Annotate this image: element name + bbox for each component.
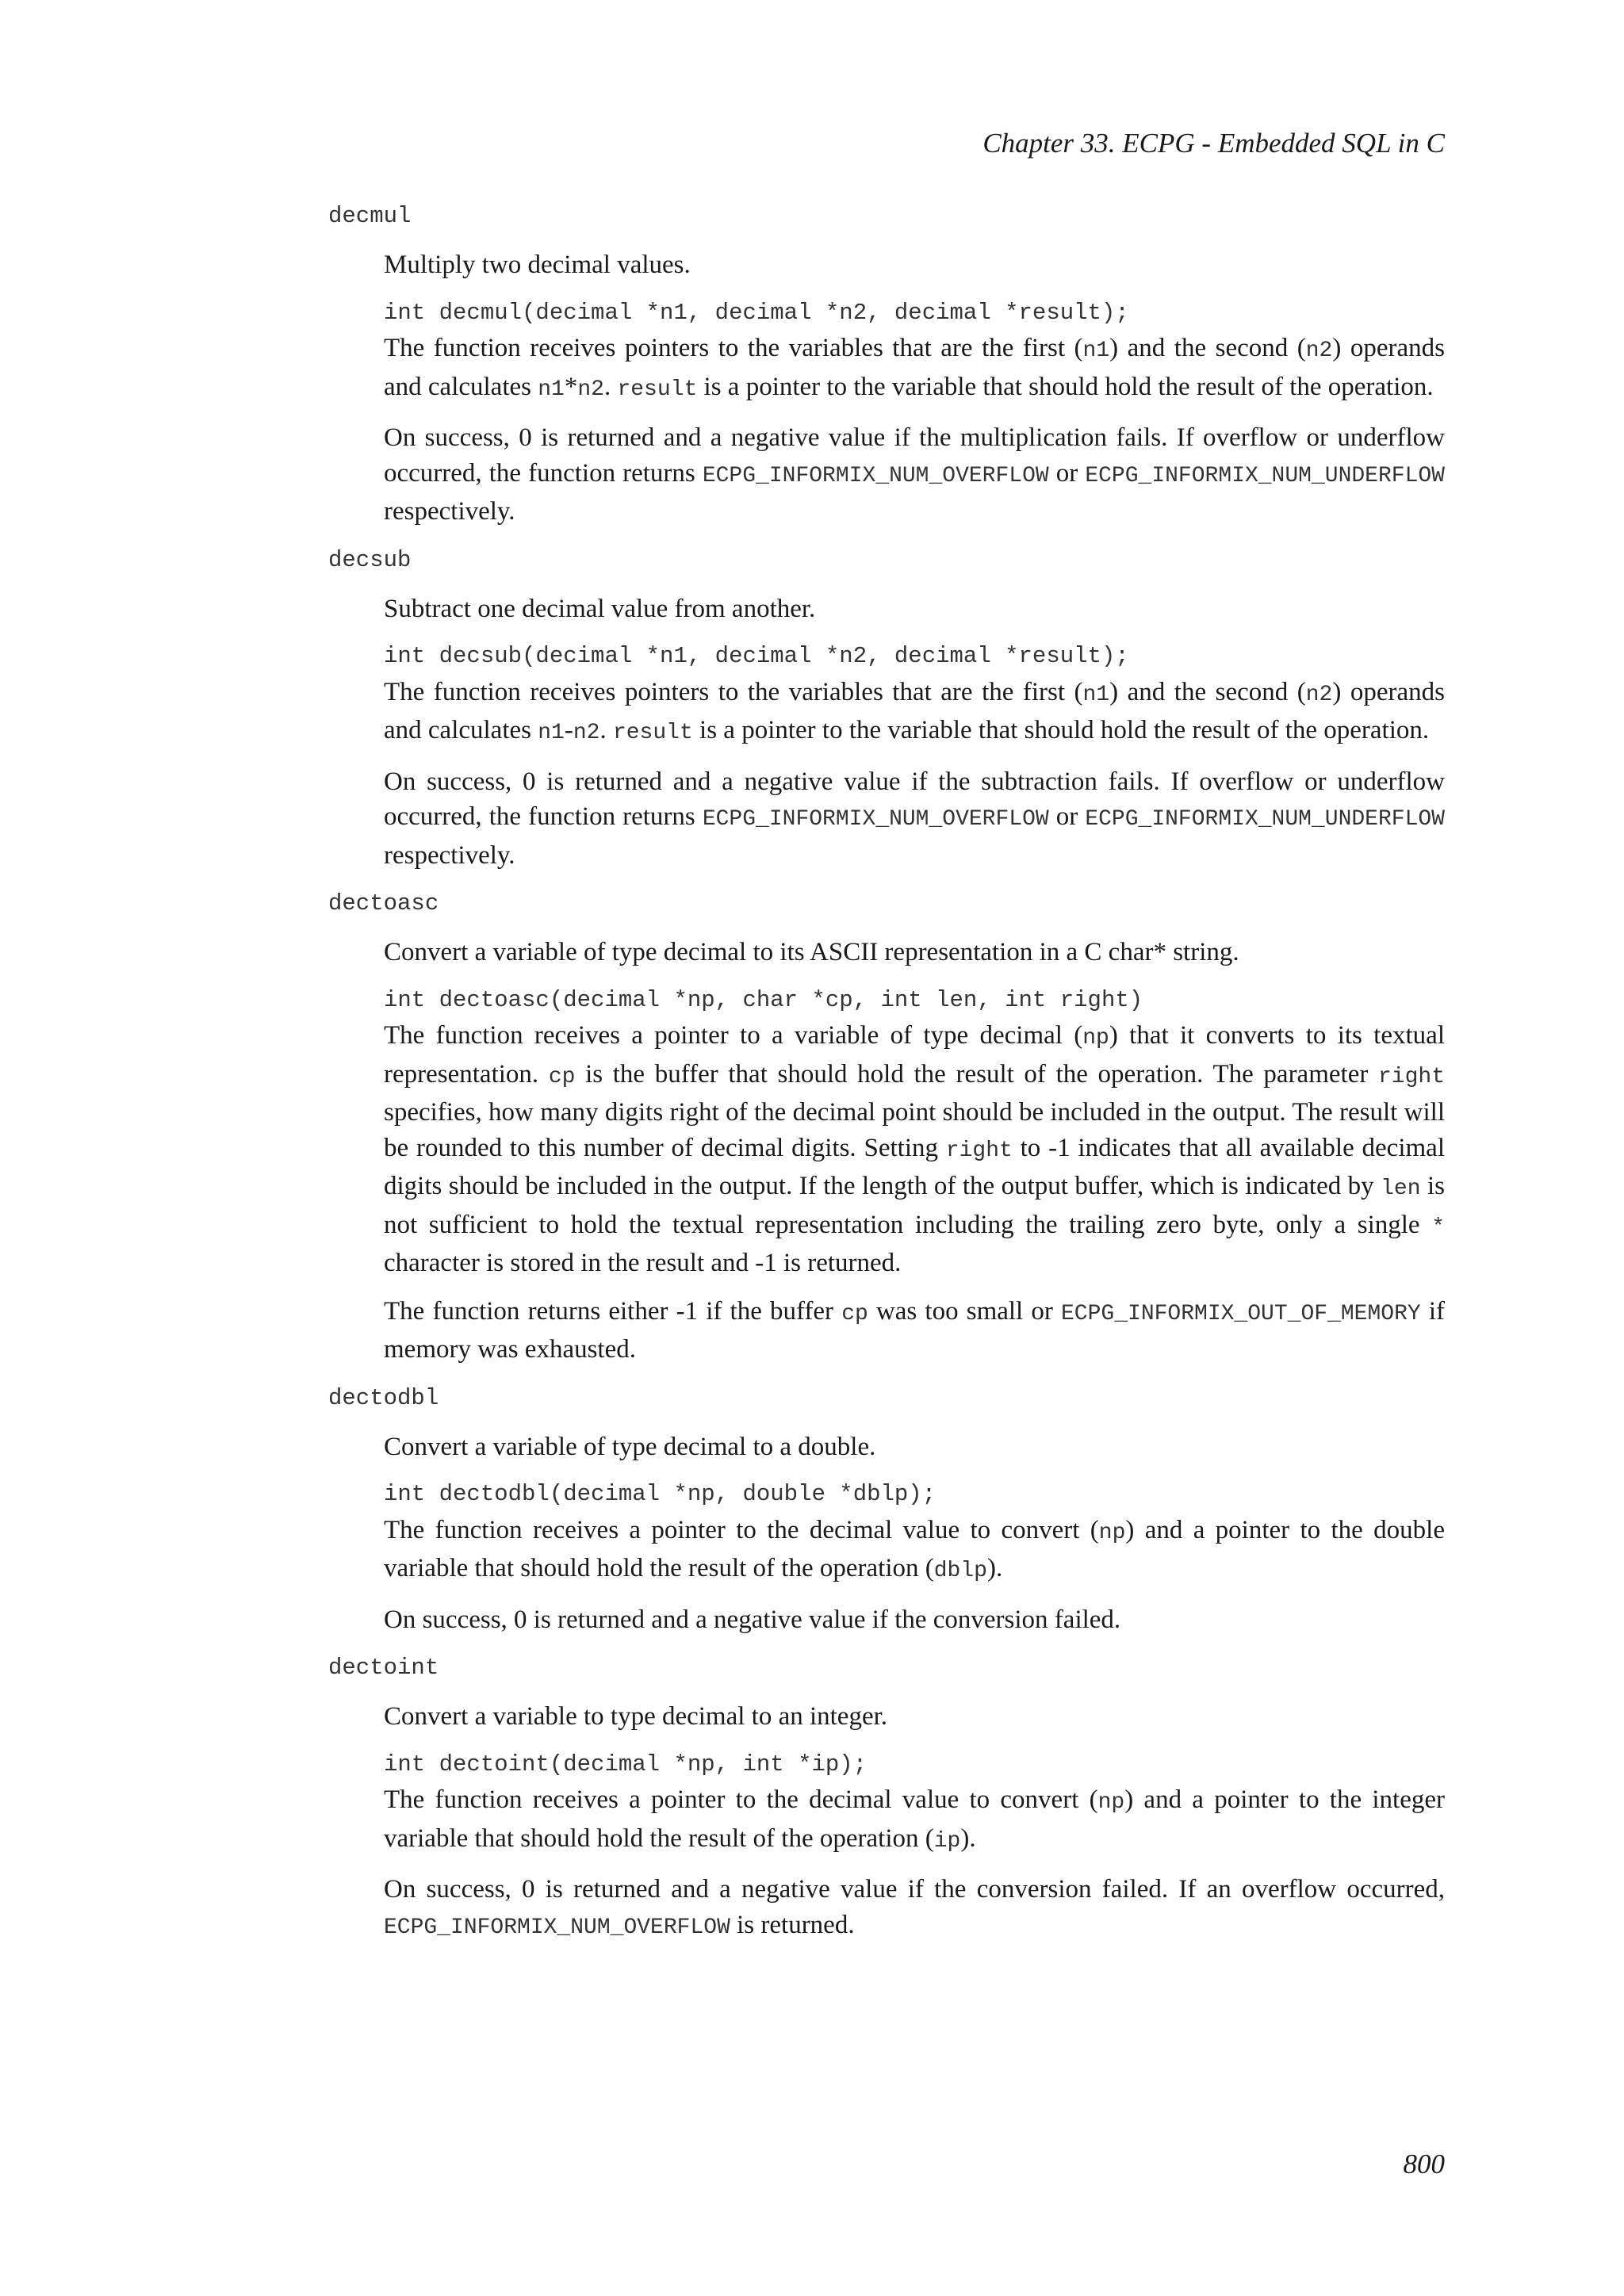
function-summary: Convert a variable to type decimal to an integer.	[384, 1702, 888, 1731]
inline-code: np	[1098, 1520, 1126, 1545]
function-term: decmul	[328, 203, 412, 229]
function-prototype: int dectodbl(decimal *np, double *dblp);	[384, 1481, 936, 1507]
inline-code: result	[617, 377, 698, 402]
inline-code: ip	[933, 1828, 961, 1854]
inline-code: n1	[1082, 339, 1110, 363]
inline-code: right	[945, 1138, 1013, 1163]
function-return-info: On success, 0 is returned and a negative value if the conversion failed. If an overflow occurred, ECPG_INFORMIX_NUM_OVERFLOW is returned.	[384, 1875, 1445, 1940]
function-summary: Convert a variable of type decimal to its ASCII representation in a C char* string.	[384, 938, 1239, 966]
function-description: The function receives a pointer to the decimal value to convert (np) and a pointer to the integer variable that should hold the result of the operation (ip).	[384, 1785, 1445, 1854]
function-body	[384, 1429, 1445, 1638]
function-term: decsub	[328, 546, 412, 573]
inline-code: np	[1097, 1790, 1125, 1815]
function-entry-dectoint	[328, 1650, 1445, 1946]
inline-code: ECPG_INFORMIX_NUM_OVERFLOW	[384, 1915, 730, 1940]
function-description: The function receives pointers to the variables that are the first (n1) and the second (n2) operands and calculates n1-n2. result is a pointer to the variable that should hold the result of the operation.	[384, 677, 1445, 745]
inline-code: np	[1082, 1026, 1109, 1050]
running-header: Chapter 33. ECPG - Embedded SQL in C	[982, 128, 1445, 159]
function-return-info: The function returns either -1 if the buffer cp was too small or ECPG_INFORMIX_OUT_OF_MEMORY if memory was exhausted.	[384, 1296, 1445, 1364]
function-entry-dectodbl	[328, 1380, 1445, 1638]
function-prototype: int decsub(decimal *n1, decimal *n2, decimal *result);	[384, 643, 1129, 669]
inline-code: ECPG_INFORMIX_NUM_UNDERFLOW	[1085, 463, 1445, 488]
function-list	[328, 198, 1445, 1958]
inline-code: cp	[841, 1301, 868, 1326]
inline-code: ECPG_INFORMIX_NUM_OVERFLOW	[702, 463, 1049, 488]
inline-code: n1	[538, 377, 565, 402]
function-prototype: int decmul(decimal *n1, decimal *n2, decimal *result);	[384, 299, 1129, 326]
inline-code: ECPG_INFORMIX_NUM_OVERFLOW	[702, 807, 1049, 832]
function-return-info: On success, 0 is returned and a negative value if the conversion failed.	[384, 1605, 1121, 1634]
function-body	[384, 1699, 1445, 1946]
function-body	[384, 591, 1445, 874]
function-term: dectoint	[328, 1655, 439, 1681]
inline-code: ECPG_INFORMIX_OUT_OF_MEMORY	[1061, 1301, 1421, 1326]
inline-code: cp	[548, 1064, 576, 1089]
function-description: The function receives a pointer to a variable of type decimal (np) that it converts to its textual representation. cp is the buffer that should hold the result of the operation. The parameter right specifies, how many digits right of the decimal point should be included in the output. The result will be rounded to this number of decimal digits. Setting right to -1 indicates that all available decimal digits should be included in the output. If the length of the output buffer, which is indicated by len is not sufficient to hold the textual representation including the trailing zero byte, only a single * character is stored in the result and -1 is returned.	[384, 1021, 1445, 1277]
inline-code: n1	[538, 721, 565, 745]
function-prototype: int dectoasc(decimal *np, char *cp, int len, int right)	[384, 986, 1143, 1013]
function-body	[384, 935, 1445, 1368]
function-entry-decsub	[328, 542, 1445, 874]
inline-code: n2	[577, 377, 604, 402]
function-term: dectodbl	[328, 1384, 439, 1411]
function-summary: Convert a variable of type decimal to a double.	[384, 1432, 876, 1461]
function-term: dectoasc	[328, 890, 439, 916]
function-summary: Multiply two decimal values.	[384, 251, 691, 279]
inline-code: right	[1377, 1064, 1445, 1089]
inline-code: ECPG_INFORMIX_NUM_UNDERFLOW	[1085, 807, 1445, 832]
inline-code: dblp	[933, 1559, 987, 1583]
page-number: 800	[1403, 2149, 1445, 2179]
inline-code: n2	[1305, 682, 1333, 707]
function-return-info: On success, 0 is returned and a negative value if the subtraction fails. If overflow or underflow occurred, the function returns ECPG_INFORMIX_NUM_OVERFLOW or ECPG_INFORMIX_NUM_UNDERFLOW respectively.	[384, 767, 1445, 870]
inline-code: n2	[1305, 339, 1333, 363]
function-return-info: On success, 0 is returned and a negative value if the multiplication fails. If overflow or underflow occurred, the function returns ECPG_INFORMIX_NUM_OVERFLOW or ECPG_INFORMIX_NUM_UNDERFLOW respectively.	[384, 423, 1445, 526]
function-prototype: int dectoint(decimal *np, int *ip);	[384, 1751, 868, 1777]
inline-code: *	[1431, 1215, 1445, 1240]
function-summary: Subtract one decimal value from another.	[384, 594, 816, 623]
function-description: The function receives pointers to the variables that are the first (n1) and the second (n2) operands and calculates n1*n2. result is a pointer to the variable that should hold the result of the operation.	[384, 334, 1445, 402]
inline-code: n2	[573, 721, 600, 745]
inline-code: result	[612, 721, 693, 745]
function-body	[384, 247, 1445, 530]
inline-code: len	[1381, 1177, 1421, 1201]
inline-code: n1	[1082, 682, 1110, 707]
function-entry-dectoasc	[328, 886, 1445, 1368]
function-description: The function receives a pointer to the decimal value to convert (np) and a pointer to the double variable that should hold the result of the operation (dblp).	[384, 1515, 1445, 1583]
function-entry-decmul	[328, 198, 1445, 530]
